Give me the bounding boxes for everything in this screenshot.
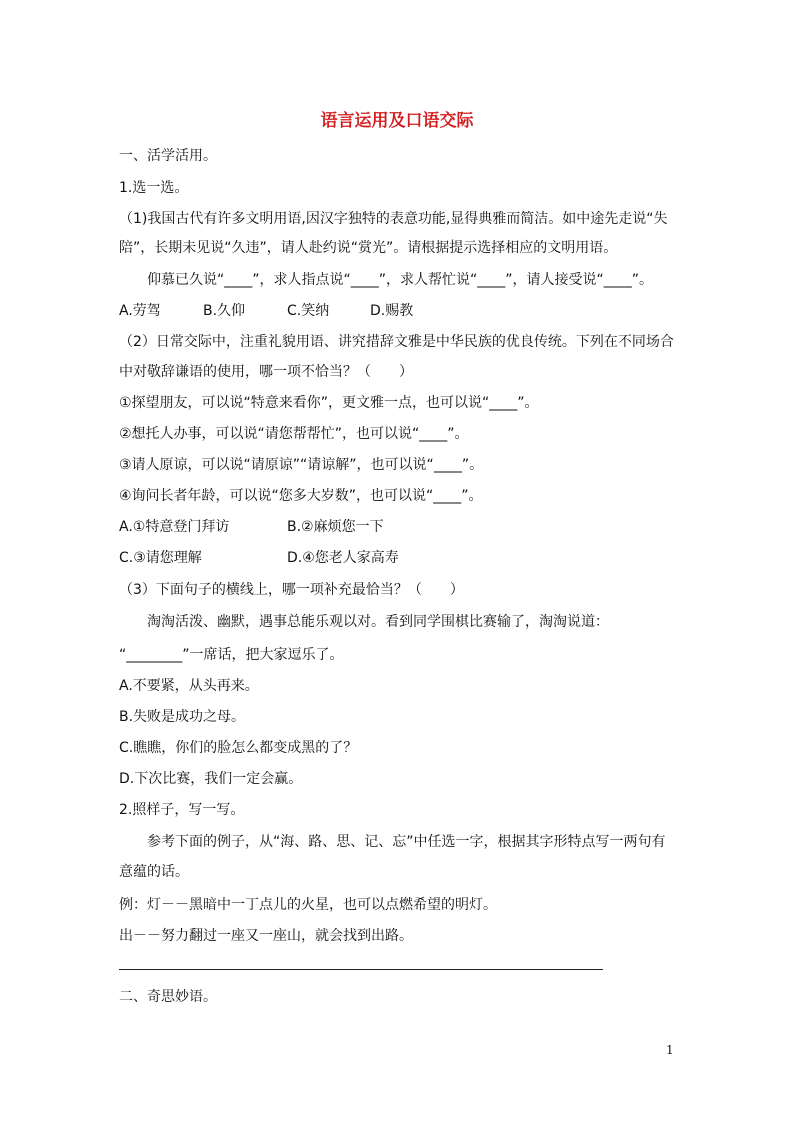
q1-part1-option-d: D.赐教 [370, 303, 414, 319]
answer-line [119, 969, 603, 970]
q1-part2-item2: ②想托人办事，可以说“请您帮帮忙”，也可以说“____”。 [119, 426, 469, 442]
q1-part3-option-c: C.瞧瞧，你们的脸怎么都变成黑的了？ [119, 740, 358, 756]
page-number: 1 [666, 1043, 674, 1057]
q1-part2-item4: ④询问长者年龄，可以说“您多大岁数”，也可以说“____”。 [119, 488, 483, 504]
q2-example: 例：灯－－黑暗中一丁点儿的火星，也可以点燃希望的明灯。 [119, 897, 497, 913]
q1-part3-question: （3）下面句子的横线上，哪一项补充最恰当？（ ） [119, 582, 464, 598]
q1-part1-option-c: C.笑纳 [287, 303, 330, 319]
q1-part2-option-d: D.④您老人家高寿 [287, 550, 399, 566]
q1-part3-option-b: B.失败是成功之母。 [119, 709, 246, 725]
q1-part3-blank-sentence: “________”一席话，把大家逗乐了。 [119, 647, 344, 663]
q1-part1-line2: 陪”，长期未见说“久违”，请人赴约说“赏光”。请根据提示选择相应的文明用语。 [119, 240, 618, 256]
q1-part2-line1: （2）日常交际中，注重礼貌用语、讲究措辞文雅是中华民族的优良传统。下列在不同场合 [119, 334, 674, 350]
q1-part2-option-c: C.③请您理解 [119, 550, 202, 566]
q1-part1-option-a: A.劳驾 [119, 303, 161, 319]
q1-part1-option-b: B.久仰 [203, 303, 246, 319]
q1-part1-prompt: 仰慕已久说“____”，求人指点说“____”，求人帮忙说“____”，请人接受说“____”。 [147, 272, 654, 288]
q1-part3-context: 淘淘活泼、幽默，遇事总能乐观以对。看到同学围棋比赛输了，淘淘说道： [147, 614, 609, 630]
q1-part1-line1: （1)我国古代有许多文明用语,因汉字独特的表意功能,显得典雅而简洁。如中途先走说“失 [119, 211, 668, 227]
q1-part3-option-d: D.下次比赛，我们一定会赢。 [119, 771, 303, 787]
question-1-heading: 1.选一选。 [119, 180, 189, 196]
q1-part2-option-b: B.②麻烦您一下 [287, 519, 384, 535]
q2-instruction-line2: 意蕴的话。 [119, 864, 189, 880]
q1-part2-item3: ③请人原谅，可以说“请原谅”“请谅解”，也可以说“____”。 [119, 457, 484, 473]
q1-part2-option-a: A.①特意登门拜访 [119, 519, 230, 535]
q1-part3-option-a: A.不要紧，从头再来。 [119, 678, 259, 694]
q1-part2-item1: ①探望朋友，可以说“特意来看你”，更文雅一点，也可以说“____”。 [119, 395, 539, 411]
section-2-heading: 二、奇思妙语。 [119, 989, 217, 1005]
document-title: 语言运用及口语交际 [320, 111, 474, 131]
q2-sample-answer: 出－－努力翻过一座又一座山，就会找到出路。 [119, 928, 413, 944]
q1-part2-line2: 中对敬辞谦语的使用，哪一项不恰当？（ ） [119, 364, 413, 380]
section-1-heading: 一、活学活用。 [119, 148, 217, 164]
q2-instruction-line1: 参考下面的例子，从“海、路、思、记、忘”中任选一字，根据其字形特点写一两句有 [147, 834, 666, 850]
question-2-heading: 2.照样子，写一写。 [119, 802, 245, 818]
